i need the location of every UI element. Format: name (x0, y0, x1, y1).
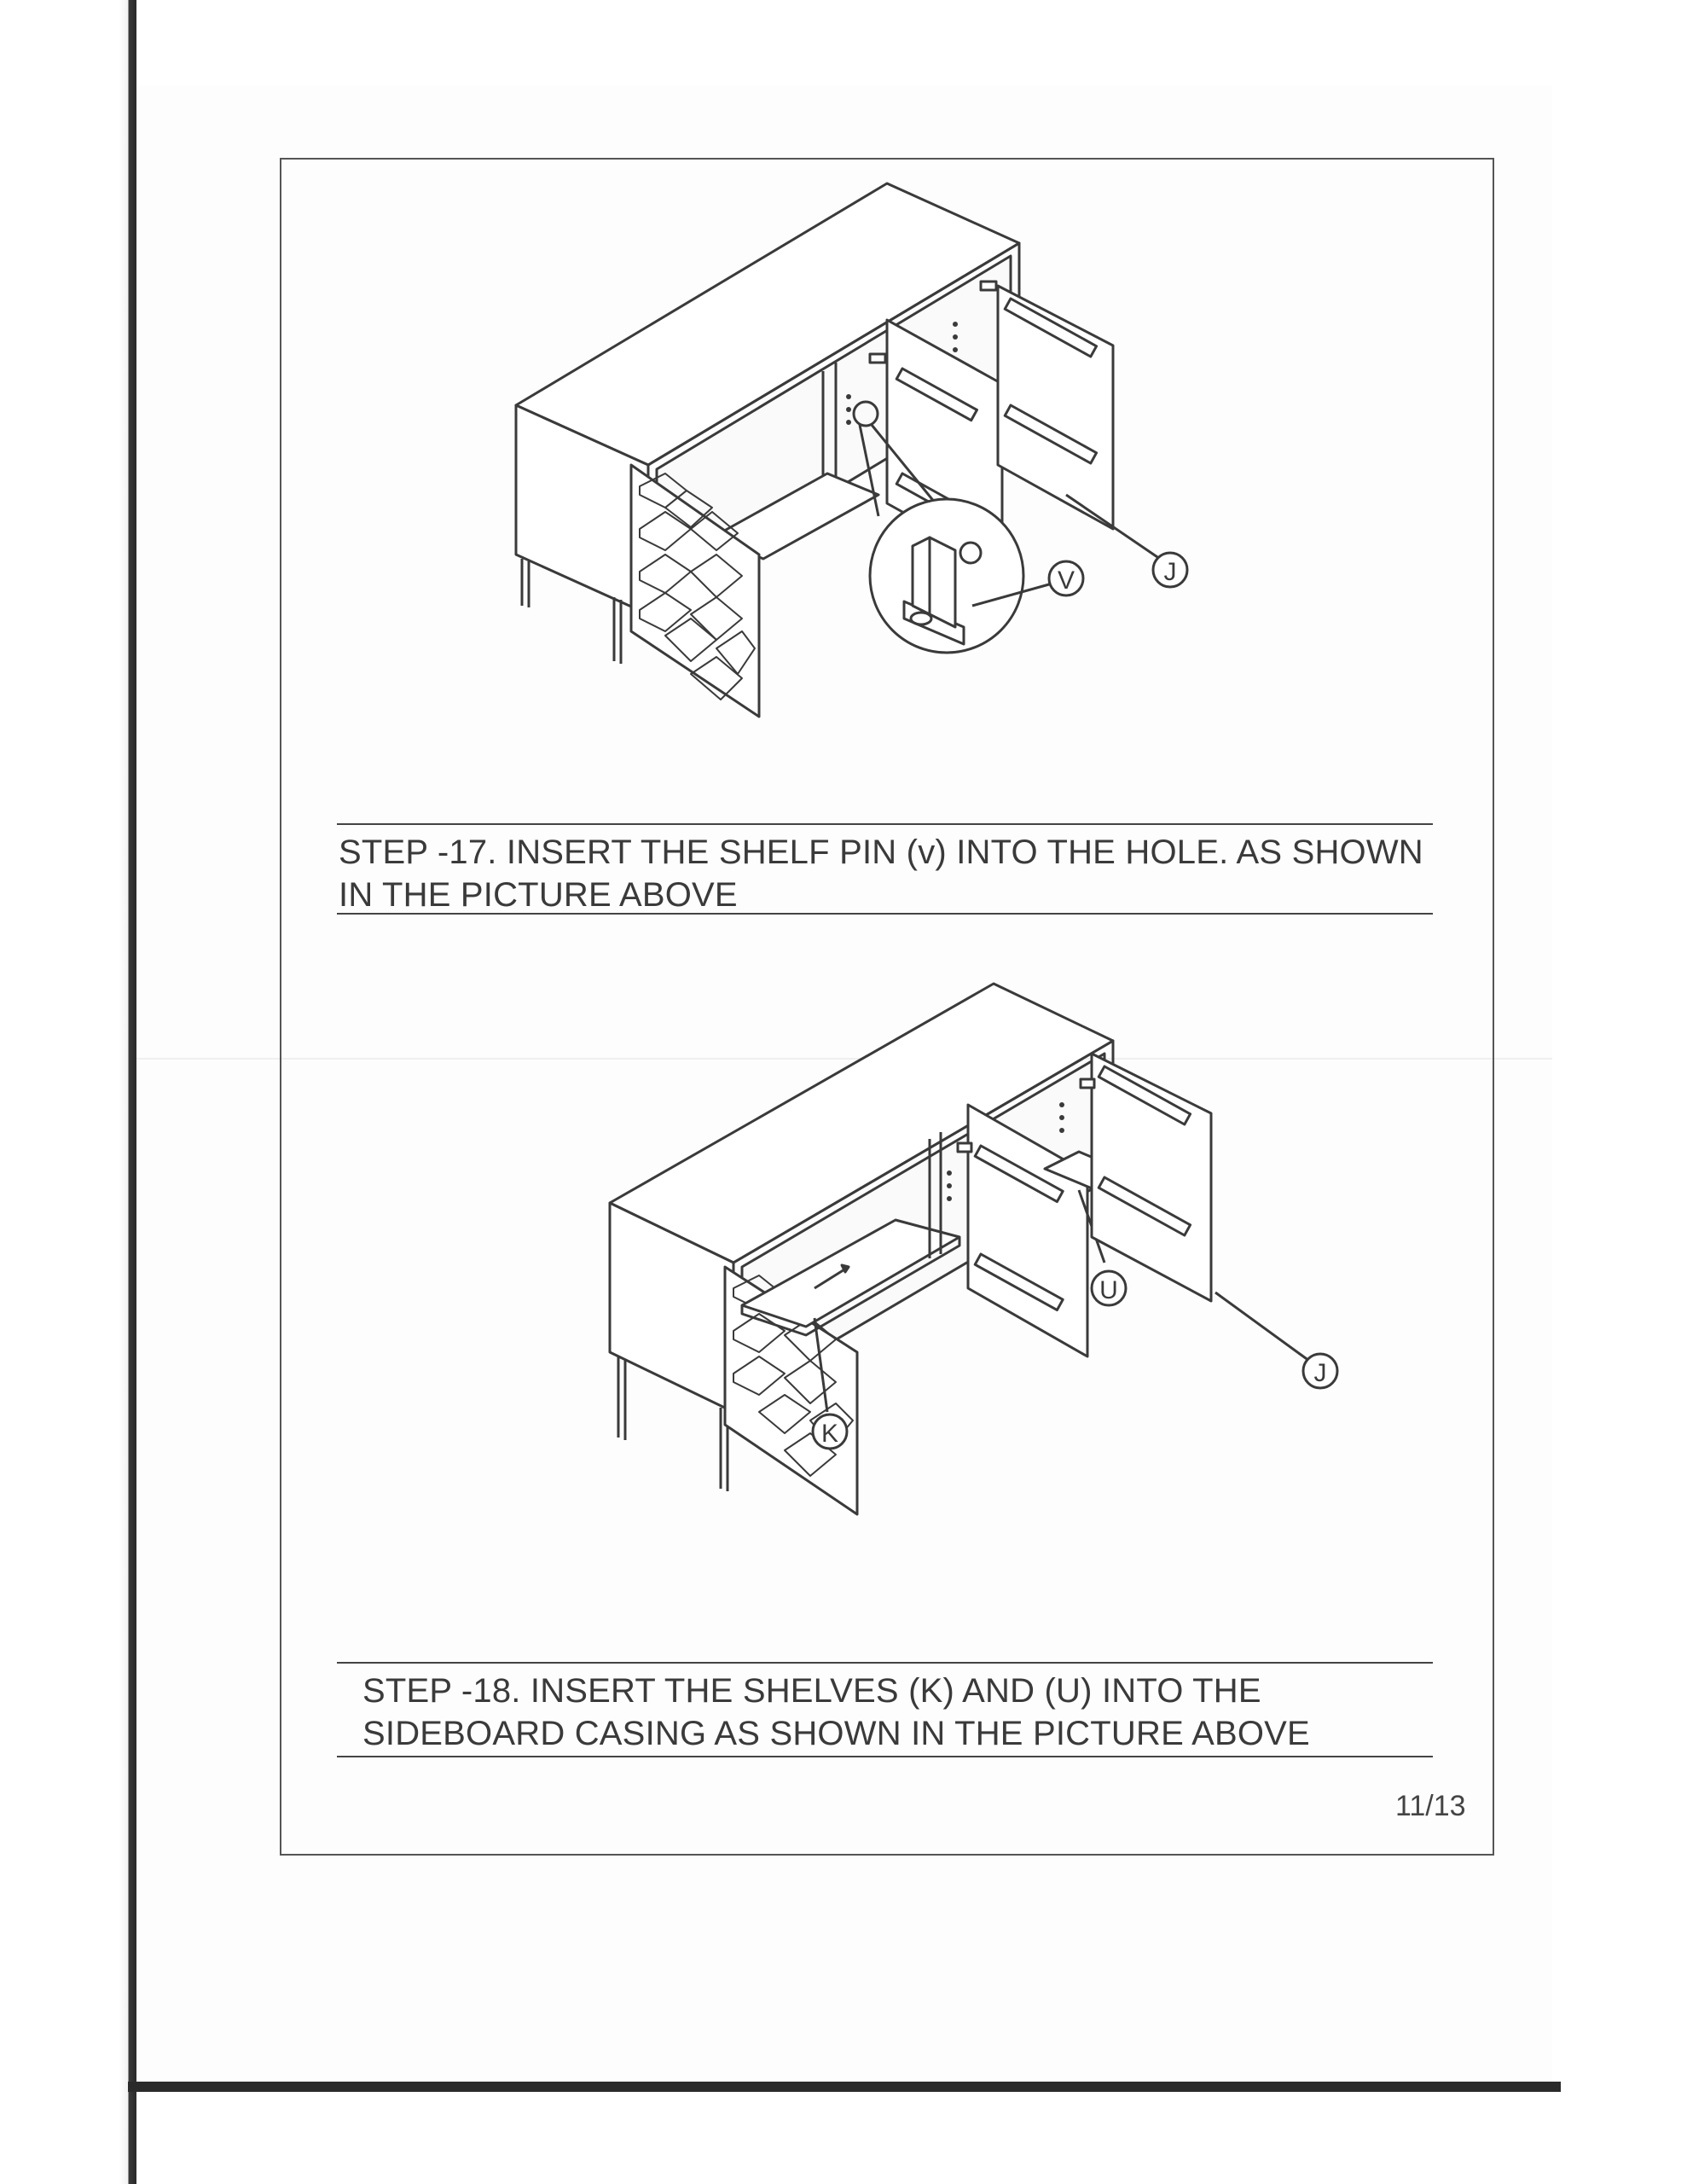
step-17-line-1: STEP -17. INSERT THE SHELF PIN (v) INTO THE HOLE. AS SHOWN (339, 834, 1423, 871)
step-17-illustration (503, 171, 1356, 751)
scan-edge-bottom (128, 2082, 1561, 2092)
scan-edge-left (0, 0, 136, 2184)
callout-j-label: J (1163, 558, 1177, 586)
callout-j-label-2: J (1313, 1359, 1327, 1387)
callout-u-label: U (1099, 1276, 1118, 1304)
step-17-line-2: IN THE PICTURE ABOVE (339, 876, 738, 914)
callout-v-label: V (1057, 566, 1075, 595)
callout-k-label: K (820, 1420, 839, 1448)
page-number: 11/13 (1395, 1790, 1466, 1822)
step-18-line-2: SIDEBOARD CASING AS SHOWN IN THE PICTURE ABOVE (362, 1715, 1310, 1752)
step-18-instruction (337, 1662, 1433, 1757)
step-17-instruction (337, 823, 1433, 915)
step-18-illustration (601, 977, 1352, 1523)
step-18-line-1: STEP -18. INSERT THE SHELVES (K) AND (U) INTO THE (362, 1672, 1261, 1710)
